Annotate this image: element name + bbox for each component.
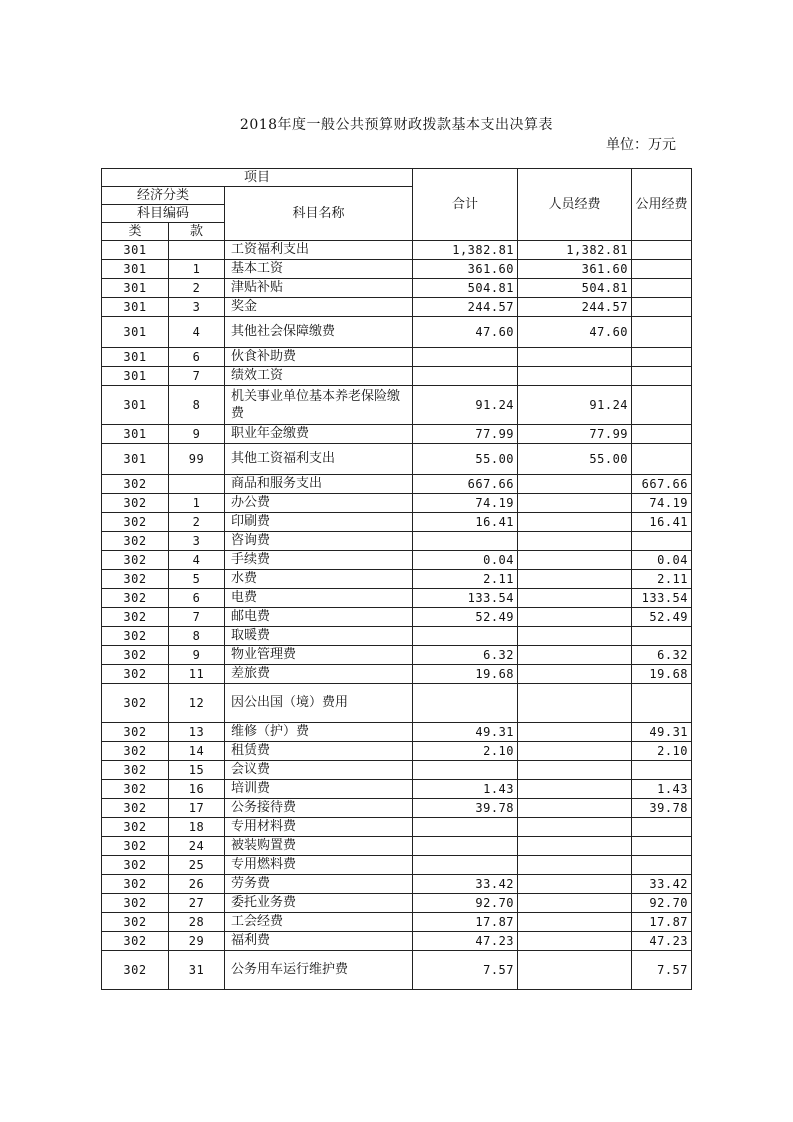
table-row [102, 913, 692, 932]
cell-name: 绩效工资 [225, 367, 413, 386]
cell-kuan: 24 [169, 837, 225, 856]
table-row [102, 837, 692, 856]
table-row [102, 241, 692, 260]
cell-lei: 302 [102, 818, 169, 837]
cell-public [632, 317, 692, 348]
header-total: 合计 [413, 169, 518, 241]
cell-kuan: 1 [169, 260, 225, 279]
cell-lei: 302 [102, 837, 169, 856]
cell-total: 1,382.81 [413, 241, 518, 260]
cell-total: 244.57 [413, 298, 518, 317]
cell-total: 47.23 [413, 932, 518, 951]
cell-total: 16.41 [413, 513, 518, 532]
table-row [102, 513, 692, 532]
cell-lei: 302 [102, 875, 169, 894]
cell-lei: 301 [102, 386, 169, 425]
header-public: 公用经费 [632, 169, 692, 241]
cell-name: 专用燃料费 [225, 856, 413, 875]
cell-public: 17.87 [632, 913, 692, 932]
cell-personnel [518, 532, 632, 551]
cell-public: 2.10 [632, 742, 692, 761]
table-row [102, 684, 692, 723]
cell-total: 361.60 [413, 260, 518, 279]
cell-personnel [518, 818, 632, 837]
cell-total: 1.43 [413, 780, 518, 799]
cell-personnel [518, 894, 632, 913]
cell-lei: 302 [102, 761, 169, 780]
cell-public [632, 837, 692, 856]
cell-personnel [518, 723, 632, 742]
cell-kuan [169, 241, 225, 260]
cell-lei: 302 [102, 742, 169, 761]
cell-kuan: 4 [169, 317, 225, 348]
table-row [102, 894, 692, 913]
cell-kuan: 7 [169, 367, 225, 386]
table-row [102, 570, 692, 589]
cell-lei: 302 [102, 894, 169, 913]
cell-total [413, 818, 518, 837]
cell-public [632, 386, 692, 425]
cell-total: 0.04 [413, 551, 518, 570]
cell-kuan: 31 [169, 951, 225, 990]
cell-total: 7.57 [413, 951, 518, 990]
table-row [102, 799, 692, 818]
cell-name: 其他工资福利支出 [225, 444, 413, 475]
cell-lei: 301 [102, 444, 169, 475]
cell-personnel: 504.81 [518, 279, 632, 298]
cell-public: 47.23 [632, 932, 692, 951]
cell-personnel [518, 475, 632, 494]
header-subject-name: 科目名称 [225, 187, 413, 241]
cell-kuan: 99 [169, 444, 225, 475]
cell-total [413, 367, 518, 386]
cell-personnel [518, 348, 632, 367]
cell-lei: 302 [102, 513, 169, 532]
cell-kuan: 4 [169, 551, 225, 570]
cell-personnel [518, 684, 632, 723]
cell-total: 2.10 [413, 742, 518, 761]
cell-lei: 301 [102, 298, 169, 317]
cell-name: 手续费 [225, 551, 413, 570]
cell-name: 奖金 [225, 298, 413, 317]
cell-total: 91.24 [413, 386, 518, 425]
cell-personnel [518, 608, 632, 627]
cell-kuan: 5 [169, 570, 225, 589]
cell-name: 其他社会保障缴费 [225, 317, 413, 348]
cell-total: 133.54 [413, 589, 518, 608]
header-kuan: 款 [169, 223, 225, 241]
cell-public: 7.57 [632, 951, 692, 990]
cell-public [632, 367, 692, 386]
cell-public: 667.66 [632, 475, 692, 494]
cell-lei: 302 [102, 551, 169, 570]
table-row [102, 608, 692, 627]
cell-total: 19.68 [413, 665, 518, 684]
header-project: 项目 [102, 169, 413, 187]
cell-lei: 302 [102, 913, 169, 932]
cell-lei: 302 [102, 475, 169, 494]
table-row [102, 551, 692, 570]
cell-public: 49.31 [632, 723, 692, 742]
cell-name: 差旅费 [225, 665, 413, 684]
cell-personnel: 77.99 [518, 425, 632, 444]
cell-kuan: 2 [169, 279, 225, 298]
cell-personnel [518, 513, 632, 532]
cell-total: 92.70 [413, 894, 518, 913]
cell-personnel [518, 589, 632, 608]
cell-name: 会议费 [225, 761, 413, 780]
cell-personnel [518, 742, 632, 761]
unit-label: 单位：万元 [606, 137, 676, 153]
cell-name: 办公费 [225, 494, 413, 513]
cell-personnel [518, 780, 632, 799]
cell-public: 133.54 [632, 589, 692, 608]
cell-kuan: 18 [169, 818, 225, 837]
cell-name: 培训费 [225, 780, 413, 799]
cell-name: 邮电费 [225, 608, 413, 627]
cell-personnel: 361.60 [518, 260, 632, 279]
cell-kuan: 3 [169, 532, 225, 551]
cell-personnel [518, 837, 632, 856]
cell-public [632, 444, 692, 475]
cell-personnel: 55.00 [518, 444, 632, 475]
table-row [102, 260, 692, 279]
table-row [102, 532, 692, 551]
cell-total: 504.81 [413, 279, 518, 298]
table-row [102, 646, 692, 665]
cell-name: 福利费 [225, 932, 413, 951]
cell-public: 33.42 [632, 875, 692, 894]
cell-public [632, 348, 692, 367]
cell-lei: 302 [102, 494, 169, 513]
cell-name: 公务接待费 [225, 799, 413, 818]
table-row [102, 367, 692, 386]
cell-name: 印刷费 [225, 513, 413, 532]
cell-personnel [518, 799, 632, 818]
table-row [102, 761, 692, 780]
cell-lei: 302 [102, 723, 169, 742]
cell-name: 伙食补助费 [225, 348, 413, 367]
cell-kuan: 25 [169, 856, 225, 875]
cell-public: 6.32 [632, 646, 692, 665]
table-row [102, 475, 692, 494]
cell-lei: 301 [102, 425, 169, 444]
cell-public [632, 425, 692, 444]
cell-lei: 302 [102, 932, 169, 951]
cell-name: 取暖费 [225, 627, 413, 646]
table-row [102, 589, 692, 608]
cell-name: 商品和服务支出 [225, 475, 413, 494]
cell-total [413, 684, 518, 723]
cell-kuan: 29 [169, 932, 225, 951]
cell-lei: 302 [102, 684, 169, 723]
cell-name: 职业年金缴费 [225, 425, 413, 444]
cell-total [413, 348, 518, 367]
cell-kuan: 8 [169, 627, 225, 646]
cell-total: 6.32 [413, 646, 518, 665]
table-row [102, 951, 692, 990]
cell-lei: 301 [102, 279, 169, 298]
cell-lei: 302 [102, 799, 169, 818]
cell-personnel [518, 856, 632, 875]
cell-name: 基本工资 [225, 260, 413, 279]
cell-name: 维修（护）费 [225, 723, 413, 742]
cell-name: 公务用车运行维护费 [225, 951, 413, 990]
cell-personnel: 91.24 [518, 386, 632, 425]
table-row [102, 780, 692, 799]
table-row [102, 856, 692, 875]
cell-lei: 301 [102, 317, 169, 348]
cell-name: 专用材料费 [225, 818, 413, 837]
cell-total: 47.60 [413, 317, 518, 348]
cell-public [632, 260, 692, 279]
header-econ-class: 经济分类 [102, 187, 225, 205]
cell-public [632, 856, 692, 875]
cell-kuan: 6 [169, 348, 225, 367]
cell-public [632, 279, 692, 298]
cell-name: 租赁费 [225, 742, 413, 761]
cell-public: 16.41 [632, 513, 692, 532]
cell-name: 电费 [225, 589, 413, 608]
cell-kuan: 2 [169, 513, 225, 532]
cell-personnel [518, 913, 632, 932]
cell-kuan: 28 [169, 913, 225, 932]
cell-public [632, 241, 692, 260]
table-row [102, 665, 692, 684]
cell-total: 39.78 [413, 799, 518, 818]
header-lei: 类 [102, 223, 169, 241]
cell-total: 667.66 [413, 475, 518, 494]
cell-name: 工资福利支出 [225, 241, 413, 260]
cell-name: 工会经费 [225, 913, 413, 932]
cell-public [632, 818, 692, 837]
table-row [102, 317, 692, 348]
cell-lei: 302 [102, 780, 169, 799]
cell-kuan: 14 [169, 742, 225, 761]
cell-total: 55.00 [413, 444, 518, 475]
cell-personnel [518, 367, 632, 386]
cell-public: 39.78 [632, 799, 692, 818]
cell-kuan: 16 [169, 780, 225, 799]
cell-total [413, 761, 518, 780]
table-body [102, 241, 692, 990]
cell-kuan: 9 [169, 646, 225, 665]
cell-total [413, 856, 518, 875]
cell-public: 1.43 [632, 780, 692, 799]
cell-kuan: 13 [169, 723, 225, 742]
cell-lei: 302 [102, 589, 169, 608]
cell-public [632, 761, 692, 780]
table-row [102, 932, 692, 951]
table-row [102, 818, 692, 837]
cell-personnel: 1,382.81 [518, 241, 632, 260]
cell-public: 74.19 [632, 494, 692, 513]
cell-total: 74.19 [413, 494, 518, 513]
cell-lei: 302 [102, 532, 169, 551]
cell-kuan: 9 [169, 425, 225, 444]
cell-total: 17.87 [413, 913, 518, 932]
cell-kuan: 7 [169, 608, 225, 627]
cell-kuan: 8 [169, 386, 225, 425]
cell-total [413, 837, 518, 856]
table-row [102, 298, 692, 317]
cell-total: 52.49 [413, 608, 518, 627]
cell-kuan [169, 475, 225, 494]
cell-public [632, 298, 692, 317]
table-row [102, 723, 692, 742]
cell-personnel [518, 551, 632, 570]
cell-personnel [518, 646, 632, 665]
table-row [102, 425, 692, 444]
cell-lei: 302 [102, 608, 169, 627]
table-row [102, 742, 692, 761]
table-row [102, 627, 692, 646]
cell-personnel [518, 761, 632, 780]
cell-public: 19.68 [632, 665, 692, 684]
cell-total: 49.31 [413, 723, 518, 742]
table-row [102, 494, 692, 513]
cell-lei: 302 [102, 570, 169, 589]
cell-public: 2.11 [632, 570, 692, 589]
cell-personnel [518, 951, 632, 990]
cell-lei: 302 [102, 856, 169, 875]
header-subject-code: 科目编码 [102, 205, 225, 223]
cell-name: 津贴补贴 [225, 279, 413, 298]
table-row [102, 386, 692, 425]
cell-personnel [518, 494, 632, 513]
cell-lei: 302 [102, 627, 169, 646]
cell-personnel [518, 627, 632, 646]
cell-personnel: 47.60 [518, 317, 632, 348]
cell-public [632, 627, 692, 646]
cell-name: 水费 [225, 570, 413, 589]
cell-name: 物业管理费 [225, 646, 413, 665]
cell-public [632, 684, 692, 723]
cell-lei: 301 [102, 348, 169, 367]
budget-table [101, 168, 692, 990]
cell-kuan: 6 [169, 589, 225, 608]
cell-total [413, 532, 518, 551]
cell-total: 77.99 [413, 425, 518, 444]
cell-total: 2.11 [413, 570, 518, 589]
cell-name: 咨询费 [225, 532, 413, 551]
header-personnel: 人员经费 [518, 169, 632, 241]
cell-personnel [518, 665, 632, 684]
cell-name: 因公出国（境）费用 [225, 684, 413, 723]
cell-total: 33.42 [413, 875, 518, 894]
cell-kuan: 11 [169, 665, 225, 684]
cell-name: 委托业务费 [225, 894, 413, 913]
cell-lei: 301 [102, 367, 169, 386]
cell-kuan: 1 [169, 494, 225, 513]
cell-personnel [518, 932, 632, 951]
table-row [102, 875, 692, 894]
cell-total [413, 627, 518, 646]
cell-kuan: 12 [169, 684, 225, 723]
cell-name: 被装购置费 [225, 837, 413, 856]
cell-kuan: 17 [169, 799, 225, 818]
page-title: 2018年度一般公共预算财政拨款基本支出决算表 [239, 117, 554, 133]
cell-kuan: 15 [169, 761, 225, 780]
table-row [102, 444, 692, 475]
cell-personnel: 244.57 [518, 298, 632, 317]
cell-public [632, 532, 692, 551]
cell-public: 92.70 [632, 894, 692, 913]
cell-kuan: 26 [169, 875, 225, 894]
table-row [102, 348, 692, 367]
cell-kuan: 3 [169, 298, 225, 317]
cell-personnel [518, 875, 632, 894]
cell-name: 机关事业单位基本养老保险缴费 [225, 386, 413, 425]
cell-lei: 302 [102, 646, 169, 665]
cell-kuan: 27 [169, 894, 225, 913]
cell-public: 0.04 [632, 551, 692, 570]
cell-lei: 302 [102, 665, 169, 684]
table-row [102, 279, 692, 298]
cell-public: 52.49 [632, 608, 692, 627]
cell-lei: 301 [102, 260, 169, 279]
cell-name: 劳务费 [225, 875, 413, 894]
cell-lei: 301 [102, 241, 169, 260]
cell-lei: 302 [102, 951, 169, 990]
cell-personnel [518, 570, 632, 589]
